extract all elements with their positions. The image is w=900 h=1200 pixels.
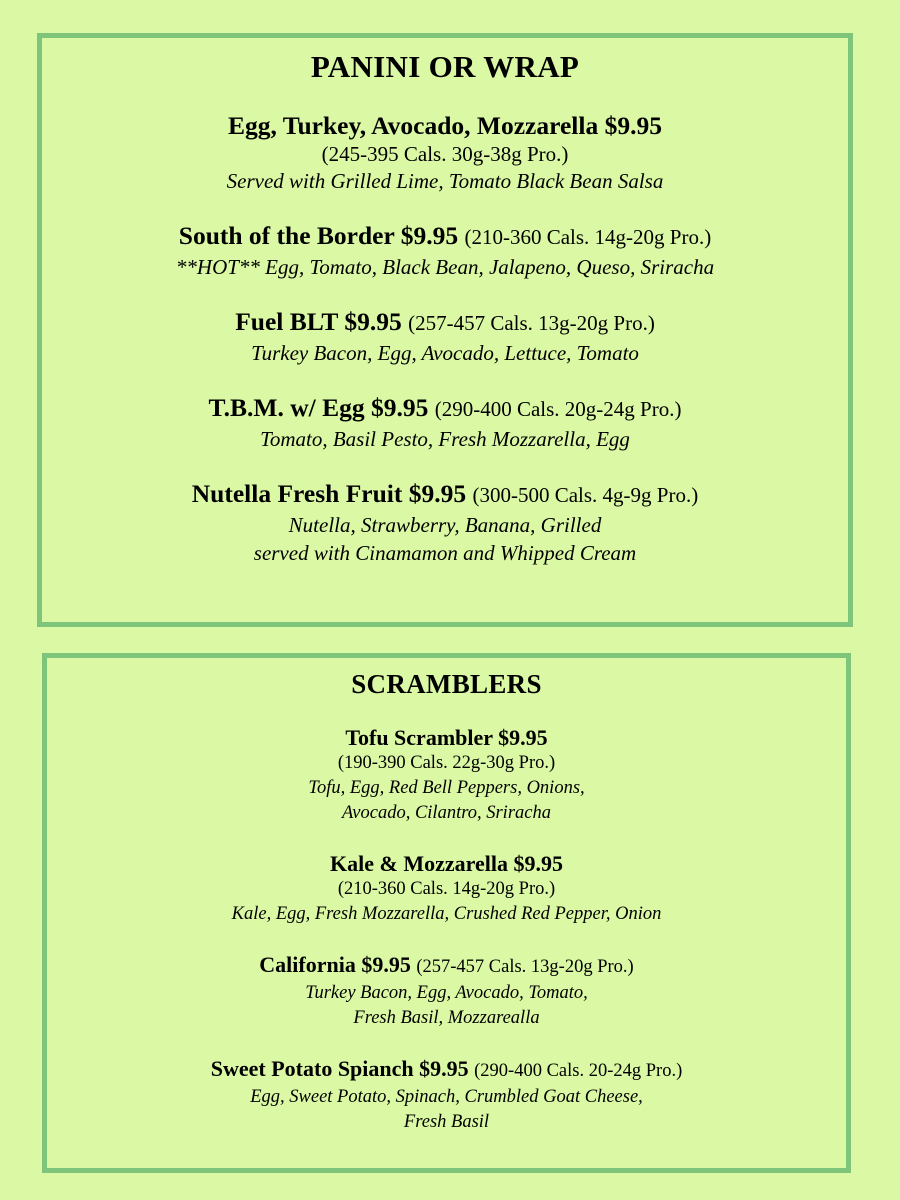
item-description: Kale, Egg, Fresh Mozzarella, Crushed Red Pepper, Onion (231, 904, 662, 924)
item-name-price: California $9.95 (259, 952, 411, 977)
item-name-price: Fuel BLT $9.95 (235, 307, 402, 336)
item-nutrition: (290-400 Cals. 20-24g Pro.) (474, 1061, 683, 1081)
item-nutrition: (245-395 Cals. 30g-38g Pro.) (321, 142, 569, 166)
item-description: Tofu, Egg, Red Bell Peppers, Onions, (308, 778, 585, 798)
menu-item (42, 392, 848, 453)
item-description: Nutella, Strawberry, Banana, Grilled (288, 513, 602, 537)
item-name-price: Egg, Turkey, Avocado, Mozzarella $9.95 (228, 111, 662, 140)
item-description: Egg, Sweet Potato, Spinach, Crumbled Goat Cheese, (250, 1087, 643, 1107)
item-name-price: Nutella Fresh Fruit $9.95 (191, 479, 467, 508)
item-description: Turkey Bacon, Egg, Avocado, Lettuce, Tomato (251, 341, 639, 365)
item-description: Tomato, Basil Pesto, Fresh Mozzarella, Egg (260, 427, 630, 451)
section-title: SCRAMBLERS (351, 669, 542, 699)
item-description: Fresh Basil (403, 1112, 490, 1132)
menu-item (42, 478, 848, 567)
item-description: Turkey Bacon, Egg, Avocado, Tomato, (305, 983, 588, 1003)
item-description: Fresh Basil, Mozzarealla (353, 1008, 540, 1028)
item-nutrition: (257-457 Cals. 13g-20g Pro.) (408, 311, 655, 335)
menu-item (47, 724, 846, 826)
item-nutrition: (210-360 Cals. 14g-20g Pro.) (464, 225, 712, 249)
menu-item (47, 951, 846, 1031)
section-title: PANINI OR WRAP (310, 49, 580, 84)
item-name-price: Kale & Mozzarella $9.95 (330, 851, 563, 876)
item-description: Avocado, Cilantro, Sriracha (342, 803, 551, 823)
menu-item (42, 306, 848, 367)
item-nutrition: (290-400 Cals. 20g-24g Pro.) (434, 397, 682, 421)
item-name-price: T.B.M. w/ Egg $9.95 (208, 393, 429, 422)
menu-item (47, 850, 846, 927)
item-nutrition: (257-457 Cals. 13g-20g Pro.) (416, 957, 634, 977)
item-description: served with Cinamamon and Whipped Cream (253, 541, 637, 565)
menu-item (42, 110, 848, 195)
menu-item (47, 1055, 846, 1135)
item-nutrition: (300-500 Cals. 4g-9g Pro.) (472, 483, 699, 507)
item-nutrition: (210-360 Cals. 14g-20g Pro.) (337, 879, 556, 899)
item-name-price: Tofu Scrambler $9.95 (345, 725, 548, 750)
item-nutrition: (190-390 Cals. 22g-30g Pro.) (337, 753, 556, 773)
item-description: Served with Grilled Lime, Tomato Black Bean Salsa (226, 169, 664, 193)
item-name-price: Sweet Potato Spianch $9.95 (210, 1056, 469, 1081)
item-name-price: South of the Border $9.95 (178, 221, 459, 250)
menu-section-panini-or-wrap (37, 33, 853, 627)
menu-item (42, 220, 848, 281)
menu-section-scramblers (42, 653, 851, 1173)
item-description: **HOT** Egg, Tomato, Black Bean, Jalapeno, Queso, Sriracha (175, 255, 715, 279)
